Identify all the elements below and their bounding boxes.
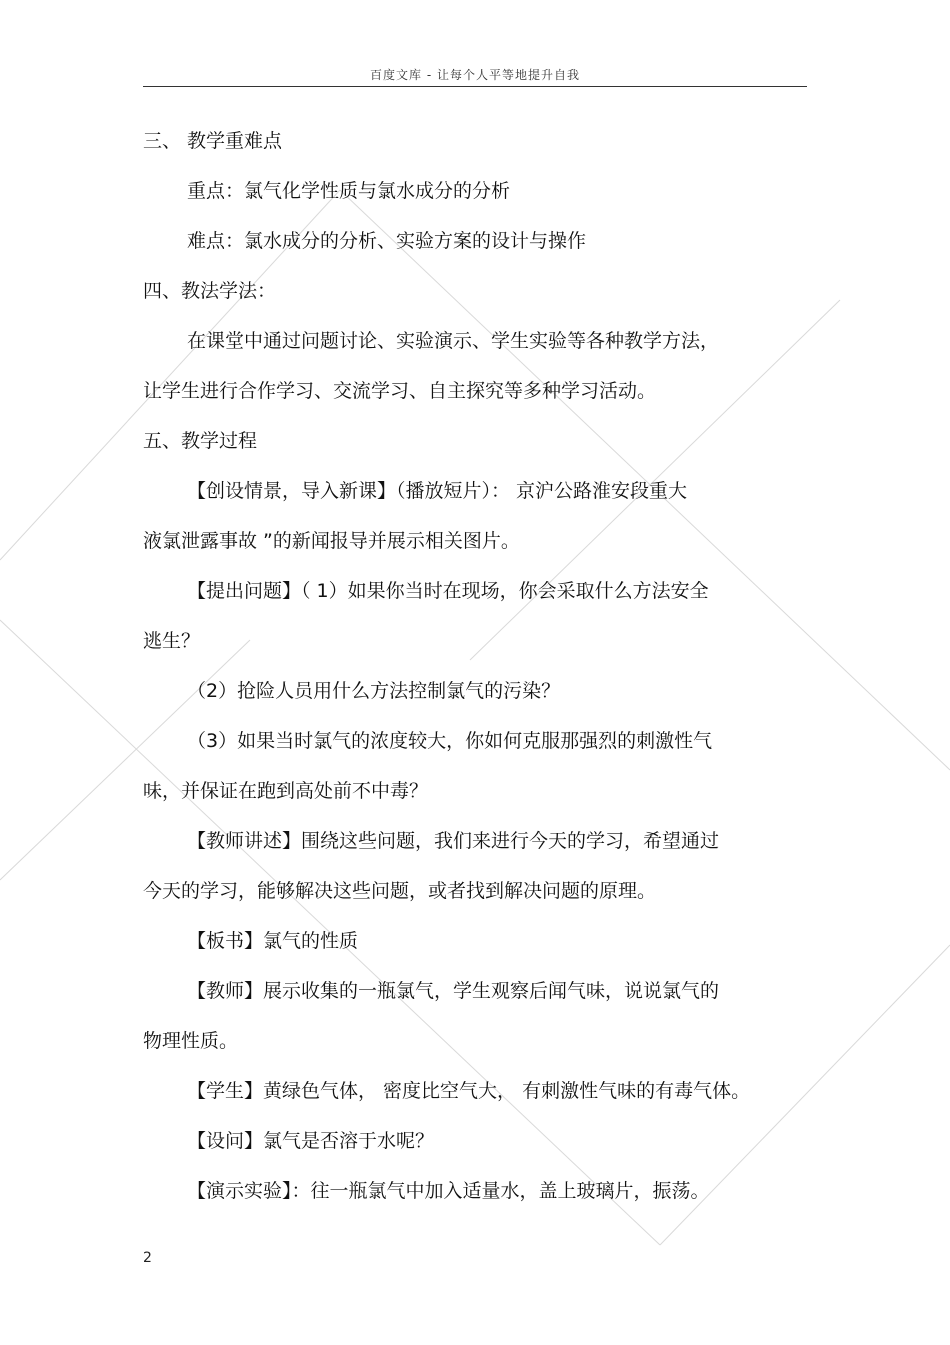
paragraph-line: 在课堂中通过问题讨论、实验演示、学生实验等各种教学方法， — [187, 330, 720, 352]
paragraph-line: 【板书】氯气的性质 — [187, 930, 359, 952]
paragraph-line: 物理性质。 — [143, 1030, 239, 1052]
paragraph-line: （2）抢险人员用什么方法控制氯气的污染？ — [187, 680, 561, 702]
section-heading: 五、教学过程 — [143, 430, 258, 452]
paragraph-line: 让学生进行合作学习、交流学习、自主探究等多种学习活动。 — [143, 380, 657, 402]
paragraph-line: 重点：氯气化学性质与氯水成分的分析 — [187, 180, 511, 202]
paragraph-line: 味，并保证在跑到高处前不中毒？ — [143, 780, 429, 802]
section-heading: 四、教法学法： — [143, 280, 277, 302]
paragraph-line: 今天的学习，能够解决这些问题，或者找到解决问题的原理。 — [143, 880, 657, 902]
section-heading: 三、 教学重难点 — [143, 130, 283, 152]
paragraph-line: 逃生？ — [143, 630, 201, 652]
paragraph-line: 【教师讲述】围绕这些问题，我们来进行今天的学习，希望通过 — [187, 830, 720, 852]
paragraph-line: 【演示实验】：往一瓶氯气中加入适量水，盖上玻璃片，振荡。 — [187, 1180, 710, 1202]
paragraph-line: （3）如果当时氯气的浓度较大，你如何克服那强烈的刺激性气 — [187, 730, 713, 752]
paragraph-line: 【教师】展示收集的一瓶氯气，学生观察后闻气味，说说氯气的 — [187, 980, 720, 1002]
paragraph-line: 【提出问题】（ 1）如果你当时在现场，你会采取什么方法安全 — [187, 580, 709, 602]
paragraph-line: 液氯泄露事故 ”的新闻报导并展示相关图片。 — [143, 530, 520, 552]
paragraph-line: 【学生】黄绿色气体， 密度比空气大， 有刺激性气味的有毒气体。 — [187, 1080, 751, 1102]
paragraph-line: 【创设情景，导入新课】（播放短片）： 京沪公路淮安段重大 — [187, 480, 688, 502]
page-header: 百度文库 - 让每个人平等地提升自我 — [370, 68, 580, 82]
paragraph-line: 【设问】氯气是否溶于水呢？ — [187, 1130, 435, 1152]
paragraph-line: 难点：氯水成分的分析、实验方案的设计与操作 — [187, 230, 587, 252]
page-number: 2 — [143, 1250, 152, 1266]
header-rule — [143, 86, 807, 87]
